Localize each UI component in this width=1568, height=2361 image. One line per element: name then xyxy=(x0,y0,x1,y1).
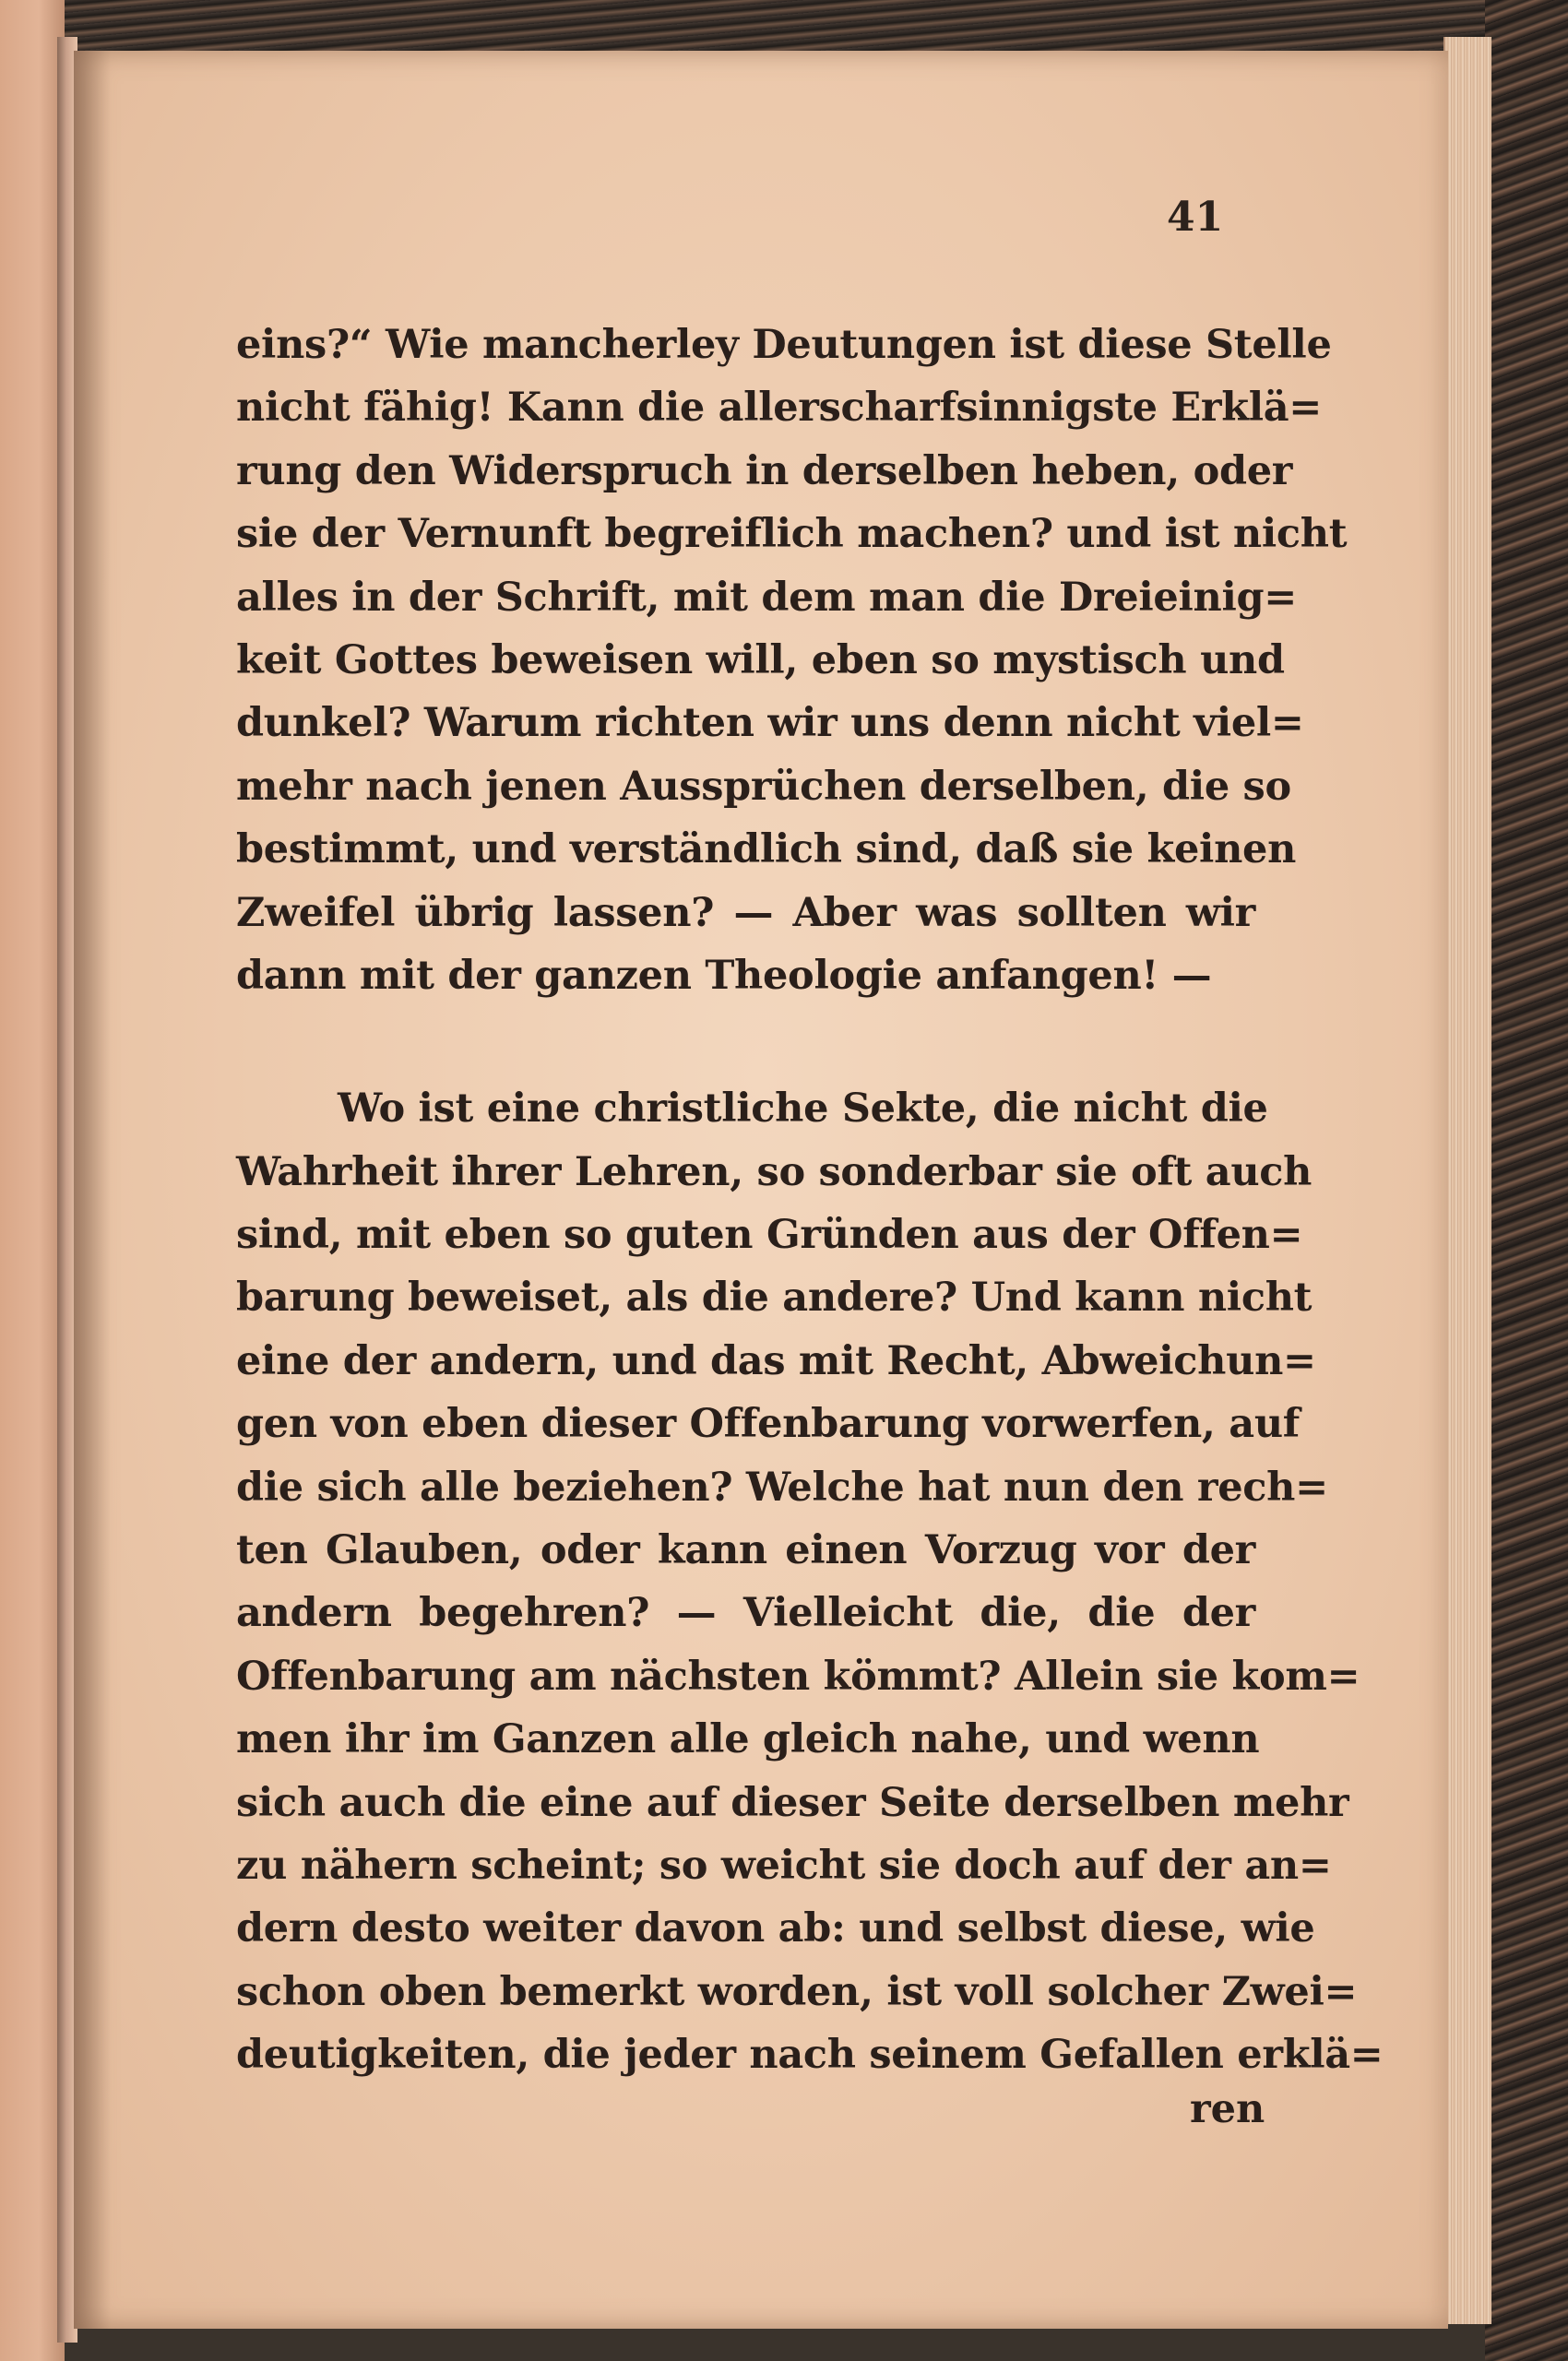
text-line: sich auch die eine auf dieser Seite derselben mehr xyxy=(236,1779,1349,1826)
text-line: sie der Vernunft begreiflich machen? und ist nicht xyxy=(236,511,1348,558)
text-line: mehr nach jenen Aussprüchen derselben, die so xyxy=(236,763,1291,810)
paragraph-break xyxy=(236,1007,1255,1077)
text-line: eins?“ Wie mancherley Deutungen ist diese Stelle xyxy=(236,322,1332,368)
catchword: ren xyxy=(1190,2086,1265,2132)
text-line: bestimmt, und verständlich sind, daß sie keinen xyxy=(236,826,1297,873)
text-line: die sich alle beziehen? Welche hat nun den rech= xyxy=(236,1464,1328,1511)
body-text xyxy=(236,314,1384,2087)
page-number: 41 xyxy=(1167,194,1224,241)
text-line: sind, mit eben so guten Gründen aus der Offen= xyxy=(236,1212,1303,1259)
text-line: men ihr im Ganzen alle gleich nahe, und wenn xyxy=(236,1716,1260,1763)
text-line: Wo ist eine christliche Sekte, die nicht die xyxy=(338,1086,1268,1133)
text-line: gen von eben dieser Offenbarung vorwerfen, auf xyxy=(236,1401,1300,1448)
text-line: Offenbarung am nächsten kömmt? Allein sie kom= xyxy=(236,1653,1360,1700)
text-line: nicht fähig! Kann die allerscharfsinnigste Erklä= xyxy=(236,385,1323,432)
text-line: andern begehren? — Vielleicht die, die der xyxy=(236,1590,1255,1637)
text-line: barung beweiset, als die andere? Und kann nicht xyxy=(236,1275,1313,1322)
text-line: deutigkeiten, die jeder nach seinem Gefallen erklä= xyxy=(236,2032,1384,2079)
text-line: Zweifel übrig lassen? — Aber was sollten wir xyxy=(236,889,1255,936)
page-edges xyxy=(1443,37,1491,2324)
left-facing-page xyxy=(0,0,65,2361)
text-line: eine der andern, und das mit Recht, Abweichun= xyxy=(236,1337,1316,1384)
cover-top-edge xyxy=(65,0,1503,55)
text-line: Wahrheit ihrer Lehren, so sonderbar sie oft auch xyxy=(236,1148,1313,1195)
text-line: dern desto weiter davon ab: und selbst diese, wie xyxy=(236,1905,1315,1952)
text-line: ten Glauben, oder kann einen Vorzug vor der xyxy=(236,1527,1255,1574)
text-line: dann mit der ganzen Theologie anfangen! — xyxy=(236,952,1212,999)
marbled-cover xyxy=(1485,0,1568,2361)
text-line: dunkel? Warum richten wir uns denn nicht viel= xyxy=(236,700,1304,747)
text-line: zu nähern scheint; so weicht sie doch auf der an= xyxy=(236,1842,1332,1889)
text-line: keit Gottes beweisen will, eben so mystisch und xyxy=(236,636,1285,683)
text-line: alles in der Schrift, mit dem man die Dreieinig= xyxy=(236,574,1297,621)
text-line: schon oben bemerkt worden, ist voll solcher Zwei= xyxy=(236,1968,1358,2015)
text-line: rung den Widerspruch in derselben heben, oder xyxy=(236,447,1293,494)
